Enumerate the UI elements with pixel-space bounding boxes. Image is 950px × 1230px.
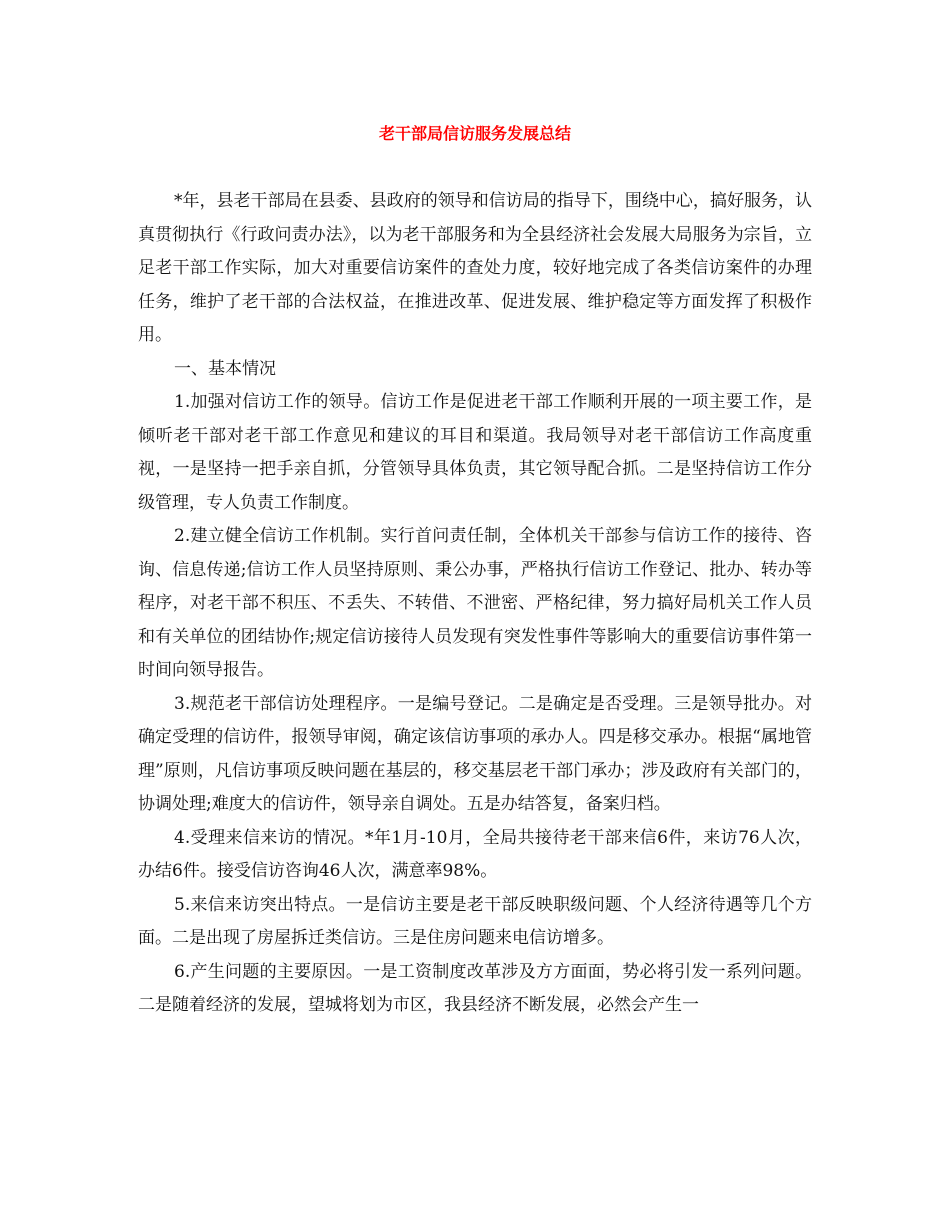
paragraph-intro: *年，县老干部局在县委、县政府的领导和信访局的指导下，围绕中心，搞好服务，认真贯彻执行《行政问责办法》，以为老干部服务和为全县经济社会发展大局服务为宗旨，立足老干部工作实际，加大对重要信访案件的查处力度，较好地完成了各类信访案件的办理任务，维护了老干部的合法权益，在推进改革、促进发展、维护稳定等方面发挥了积极作用。	[138, 191, 812, 345]
paragraph-item-3: 3.规范老干部信访处理程序。一是编号登记。二是确定是否受理。三是领导批办。对确定受理的信访件，报领导审阅，确定该信访事项的承办人。四是移交承办。根据“属地管理”原则，凡信访事项反映问题在基层的，移交基层老干部门承办；涉及政府有关部门的，协调处理;难度大的信访件，领导亲自调处。五是办结答复，备案归档。	[138, 693, 812, 814]
paragraph-item-5: 5.来信来访突出特点。一是信访主要是老干部反映职级问题、个人经济待遇等几个方面。二是出现了房屋拆迁类信访。三是住房问题来电信访增多。	[138, 894, 812, 948]
section-heading-basic-situation: 一、基本情况	[174, 358, 276, 379]
paragraph-item-4: 4.受理来信来访的情况。*年1月-10月，全局共接待老干部来信6件，来访76人次，办结6件。接受信访咨询46人次，满意率98%。	[138, 827, 812, 881]
paragraph-item-6: 6.产生问题的主要原因。一是工资制度改革涉及方方面面，势必将引发一系列问题。二是随着经济的发展，望城将划为市区，我县经济不断发展，必然会产生一	[138, 961, 812, 1015]
paragraph-item-1: 1.加强对信访工作的领导。信访工作是促进老干部工作顺利开展的一项主要工作，是倾听老干部对老干部工作意见和建议的耳目和渠道。我局领导对老干部信访工作高度重视，一是坚持一把手亲自抓，分管领导具体负责，其它领导配合抓。二是坚持信访工作分级管理，专人负责工作制度。	[138, 392, 812, 513]
document-title: 老干部局信访服务发展总结	[378, 124, 571, 143]
paragraph-item-2: 2.建立健全信访工作机制。实行首问责任制，全体机关干部参与信访工作的接待、咨询、信息传递;信访工作人员坚持原则、秉公办事，严格执行信访工作登记、批办、转办等程序，对老干部不积压、不丢失、不转借、不泄密、严格纪律，努力搞好局机关工作人员和有关单位的团结协作;规定信访接待人员发现有突发性事件等影响大的重要信访事件第一时间向领导报告。	[138, 526, 812, 680]
